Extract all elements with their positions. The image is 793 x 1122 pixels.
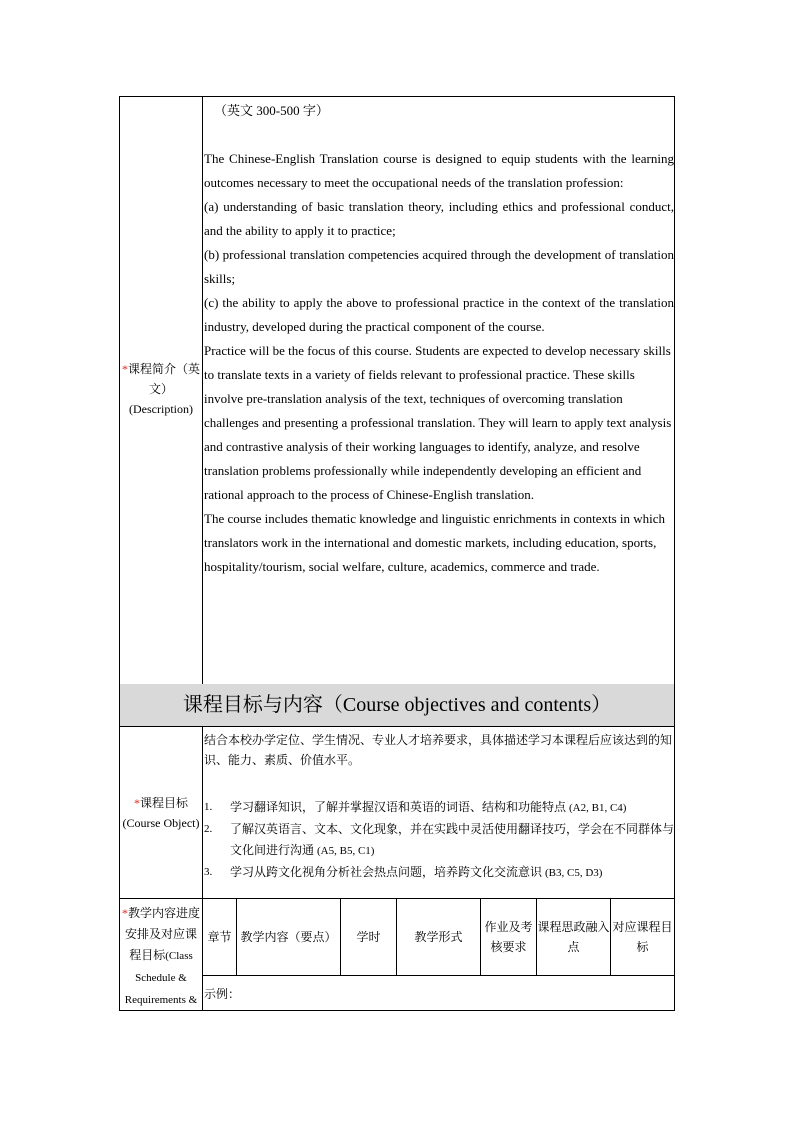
syllabus-table — [119, 96, 675, 1011]
description-paragraph: (a) understanding of basic translation theory, including ethics and professional conduct, and the ability to apply it to practice; — [204, 199, 674, 238]
col-header-format: 教学形式 — [414, 930, 463, 944]
objectives-list — [204, 797, 674, 884]
section-header: 课程目标与内容（Course objectives and contents） — [120, 684, 674, 726]
col-header-chapter: 章节 — [207, 930, 232, 944]
word-limit-note: （英文 300-500 字） — [214, 103, 329, 118]
description-content — [204, 99, 674, 579]
objective-number: 3. — [204, 866, 213, 878]
objective-number: 1. — [204, 801, 213, 813]
description-paragraph: (b) professional translation competencies acquired through the development of translation skills; — [204, 247, 674, 286]
objective-number: 2. — [204, 823, 213, 835]
schedule-label — [120, 903, 202, 1011]
required-mark: * — [121, 362, 128, 376]
schedule-label-en: (Class Schedule & Requirements & — [124, 950, 198, 1006]
objective-text: 了解汉英语言、文本、文化现象，并在实践中灵活使用翻译技巧，学会在不同群体与文化间进行沟通 — [230, 822, 675, 857]
description-label-zh: 课程简介（英文） — [127, 362, 200, 396]
objective-item — [204, 862, 674, 884]
description-paragraph: The course includes thematic knowledge and linguistic enrichments in contexts in which translators work in the international and domestic markets, including education, sports, hospitality/tourism, social welfare, culture, academics, commerce and trade. — [204, 511, 666, 574]
objectives-label-zh: 课程目标 — [139, 796, 188, 810]
col-header-assessment: 作业及考核要求 — [484, 920, 533, 954]
objective-codes: (B3, C5, D3) — [545, 867, 603, 879]
objectives-label-en: (Course Object) — [122, 816, 200, 830]
required-mark: * — [122, 906, 128, 920]
objective-codes: (A5, B5, C1) — [317, 845, 375, 857]
objective-text: 学习从跨文化视角分析社会热点问题，培养跨文化交流意识 — [230, 865, 543, 879]
objective-codes: (A2, B1, C4) — [569, 802, 627, 814]
description-paragraph: Practice will be the focus of this course. Students are expected to develop necessary skills to translate texts in a variety of fields relevant to professional practice. These skills involve pre-translation analysis of the text, techniques of overcoming translation challenges and presenting a professional translation. They will learn to apply text analysis and contrastive analysis of their working languages to identify, analyze, and resolve translation problems professionally while independently developing an efficient and rational approach to the process of Chinese-English translation. — [204, 343, 672, 502]
grid-line — [202, 975, 674, 976]
col-header-hours: 学时 — [356, 930, 381, 944]
col-header-ideology: 课程思政融入点 — [537, 920, 610, 954]
example-label: 示例： — [204, 987, 241, 1001]
col-header-objective: 对应课程目标 — [612, 920, 673, 954]
objective-text: 学习翻译知识，了解并掌握汉语和英语的词语、结构和功能特点 — [230, 800, 567, 814]
description-paragraph: (c) the ability to apply the above to professional practice in the context of the translation industry, developed during the practical component of the course. — [204, 295, 674, 334]
description-label-en: (Description) — [129, 402, 193, 416]
description-label — [120, 359, 202, 419]
objective-item — [204, 797, 674, 819]
objective-item — [204, 819, 674, 862]
objectives-label — [120, 793, 202, 833]
grid-line — [202, 97, 203, 684]
grid-line — [120, 726, 674, 727]
col-header-content: 教学内容（要点） — [240, 930, 337, 944]
required-mark: * — [133, 796, 140, 810]
description-paragraph: The Chinese-English Translation course is designed to equip students with the learning outcomes necessary to meet the occupational needs of the translation profession: — [204, 151, 674, 190]
objectives-intro: 结合本校办学定位、学生情况、专业人才培养要求，具体描述学习本课程后应该达到的知识、能力、素质、价值水平。 — [204, 733, 673, 767]
schedule-label-zh: 教学内容进度安排及对应课程目标 — [124, 906, 201, 962]
